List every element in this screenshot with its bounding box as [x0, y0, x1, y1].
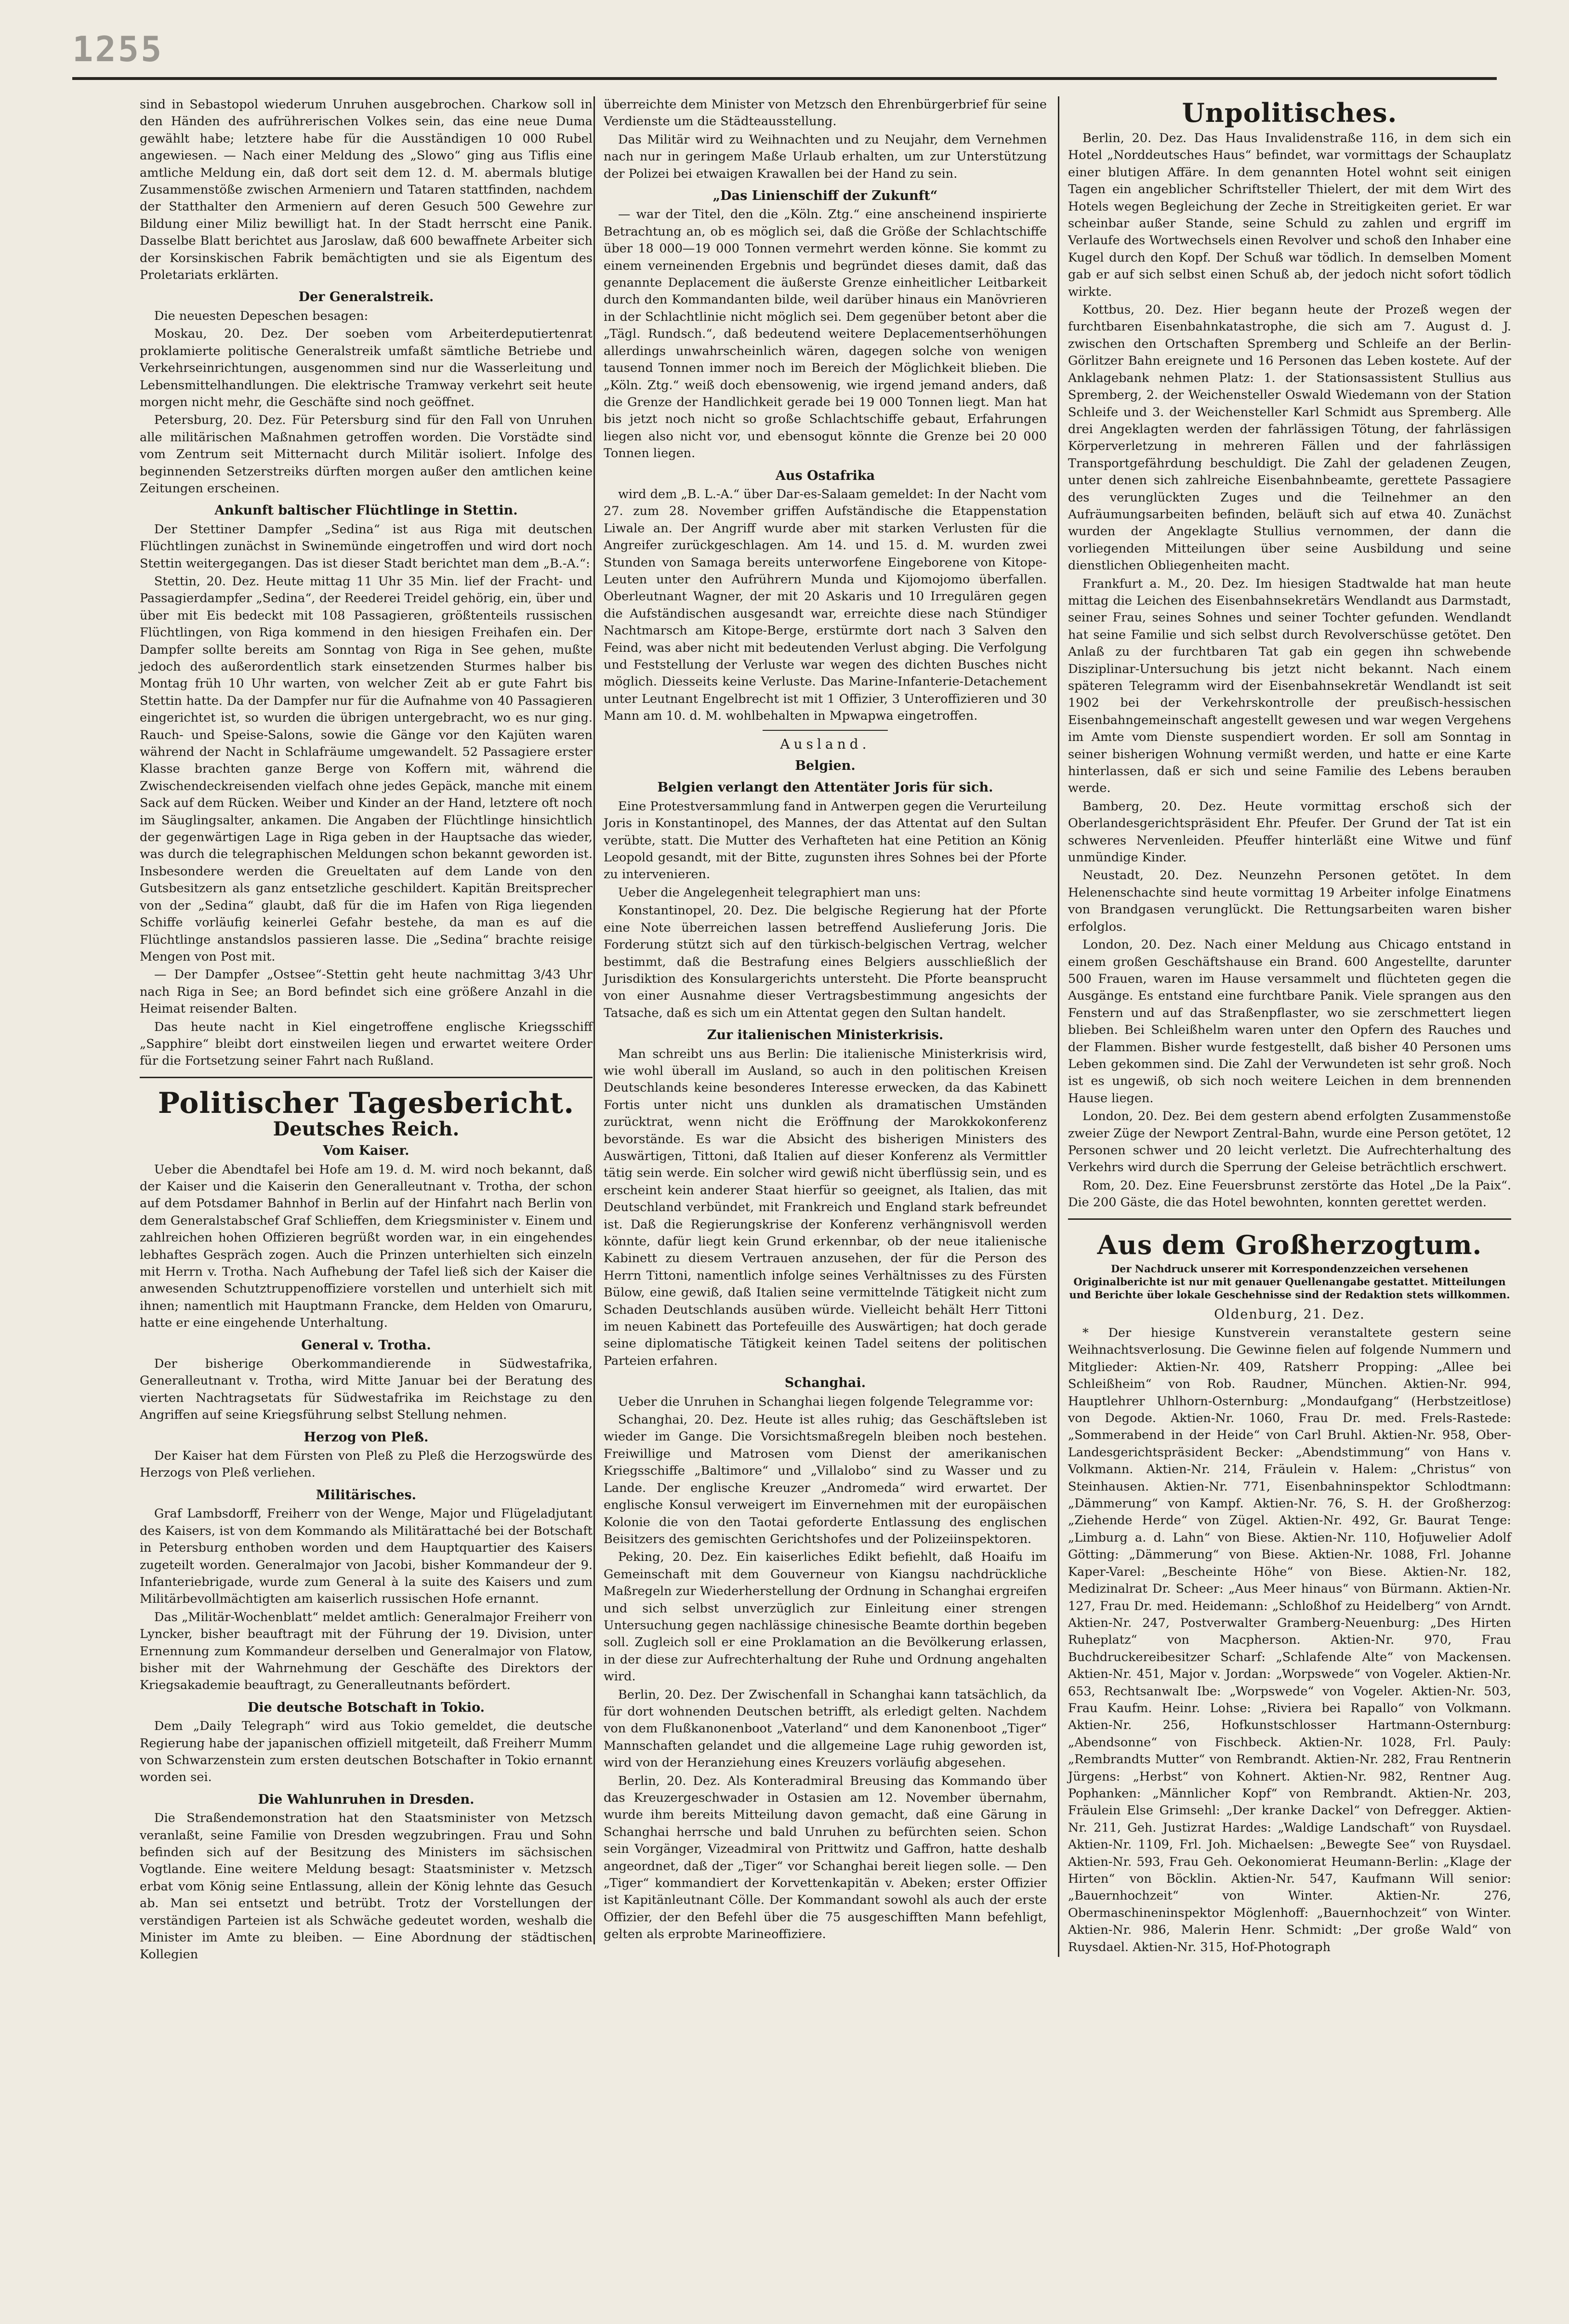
- paragraph: Dem „Daily Telegraph“ wird aus Tokio gemeldet, die deutsche Regierung habe der japanischen offiziell mitgeteilt, daß Freiherr Mumm von Schwarzenstein zum ersten deutschen Botschafter in Tokio ernannt worden sei.: [140, 1719, 593, 1785]
- divider: [1068, 1218, 1511, 1220]
- section-heading: Ankunft baltischer Flüchtlinge in Stettin.: [214, 503, 518, 518]
- paragraph: — Der Dampfer „Ostsee“-Stettin geht heute nachmittag 3/43 Uhr nach Riga in See; an Bord befindet sich eine größere Anzahl in die Heimat reisender Balten.: [140, 967, 593, 1017]
- section-title: Unpolitisches.: [1182, 97, 1398, 128]
- paragraph: Ueber die Unruhen in Schanghai liegen folgende Telegramme vor:: [618, 1394, 1034, 1409]
- column-2: [593, 96, 1047, 1944]
- section-heading: Die deutsche Botschaft in Tokio.: [248, 1700, 485, 1715]
- paragraph: Berlin, 20. Dez. Als Konteradmiral Breusing das Kommando über das Kreuzergeschwader in Ostasien am 12. November übernahm, wurde ihm bereits Mitteilung davon gemacht, daß eine Gärung in Schanghai herrsche und bald Unruhen zu befürchten seien. Schon sein Vorgänger, Vizeadmiral von Prittwitz und Gaffron, hatte deshalb angeordnet, daß der „Tiger“ vor Schanghai bereit liegen solle. — Den „Tiger“ kommandiert der Korvettenkapitän v. Abeken; erster Offizier ist Kapitänleutnant Cölle. Der Kommandant sowohl als auch der erste Offizier, der den Befehl über die 75 ausgeschifften Mann befehligt, gelten als erprobte Marineoffiziere.: [604, 1773, 1047, 1942]
- paragraph: Petersburg, 20. Dez. Für Petersburg sind für den Fall von Unruhen alle militärischen Maßnahmen getroffen worden. Die Vorstädte sind vom Zentrum seit Mitternacht durch Militär isoliert. Infolge des beginnenden Setzerstreiks dürften morgen außer den amtlichen keine Zeitungen erscheinen.: [140, 413, 593, 496]
- paragraph: Neustadt, 20. Dez. Neunzehn Personen getötet. In dem Helenenschachte sind heute vormittag 19 Arbeiter infolge Einatmens von Brandgasen verunglückt. Die Rettungsarbeiten waren bisher erfolglos.: [1068, 868, 1511, 934]
- section-heading: Vom Kaiser.: [323, 1143, 409, 1159]
- reprint-note: Der Nachdruck unserer mit Korrespondenzzeichen versehenen Originalberichte ist nur mit genauer Quellenangabe gestattet. Mitteilungen und Berichte über lokale Geschehnisse sind der Redaktion stets willkommen.: [1069, 1262, 1510, 1301]
- section-subtitle: Deutsches Reich.: [273, 1117, 460, 1140]
- section-heading: Der Generalstreik.: [298, 290, 434, 305]
- divider: [763, 730, 888, 731]
- paragraph: Peking, 20. Dez. Ein kaiserliches Edikt befiehlt, daß Hoaifu im Gemeinschaft mit dem Gouverneur von Kiangsu nachdrückliche Maßregeln zur Wiederherstellung der Ordnung in Schanghai ergreifen und sich selbst unverzüglich zur Einleitung einer strengen Untersuchung gegen nachlässige chinesische Beamte dorthin begeben soll. Zugleich soll er eine Proklamation an die Bevölkerung erlassen, in der diese zur Aufrechterhaltung der Ruhe und Ordnung angehalten wird.: [604, 1550, 1047, 1684]
- column-1: [140, 96, 593, 1965]
- paragraph: Die neuesten Depeschen besagen:: [154, 308, 369, 323]
- paragraph: Konstantinopel, 20. Dez. Die belgische Regierung hat der Pforte eine Note überreichen lassen betreffend Auslieferung Joris. Die Forderung stützt sich auf den türkisch-belgischen Vertrag, welcher bestimmt, daß die Bestrafung eines Belgiers ausschließlich der Jurisdiktion des Konsulargerichts untersteht. Die Pforte beansprucht von einer Ausnahme dieser Vertragsbestimmung angesichts der Tatsache, daß es sich um ein Attentat gegen den Sultan handelt.: [604, 903, 1047, 1020]
- paragraph: Die Straßendemonstration hat den Staatsminister von Metzsch veranlaßt, seine Familie von Dresden wegzubringen. Frau und Sohn befinden sich auf der Besitzung des Ministers im sächsischen Vogtlande. Eine weitere Meldung besagt: Staatsminister v. Metzsch erbat vom König seine Entlassung, allein der König lehnte das Gesuch ab. Man sei entsetzt und betrübt. Trotz der Vorstellungen der verständigen Parteien ist als Schwäche gedeutet worden, weshalb die Minister im Amte zu bleiben. — Eine Abordnung der städtischen Kollegien: [140, 1811, 593, 1962]
- paragraph: Berlin, 20. Dez. Das Haus Invalidenstraße 116, in dem sich ein Hotel „Norddeutsches Haus“ befindet, war vormittags der Schauplatz einer blutigen Affäre. In dem genannten Hotel wohnt seit einigen Tagen ein angeblicher Schriftsteller Thielert, der mit dem Wirt des Hotels wegen Begleichung der Zeche in Streitigkeiten geriet. Er war scheinbar außer Stande, seine Schuld zu zahlen und ergriff im Verlaufe des Wortwechsels einen Revolver und schoß den Inhaber eine Kugel durch den Kopf. Der Schuß war tödlich. In demselben Moment gab er auf sich selbst einen Schuß ab, der jedoch nicht sofort tödlich wirkte.: [1068, 131, 1511, 299]
- paragraph: überreichte dem Minister von Metzsch den Ehrenbürgerbrief für seine Verdienste um die Städteausstellung.: [604, 97, 1047, 129]
- section-heading: „Das Linienschiff der Zukunft“: [712, 188, 938, 204]
- section-title: Ausland.: [780, 736, 870, 752]
- paragraph: Ueber die Angelegenheit telegraphiert man uns:: [618, 885, 921, 900]
- paragraph: Eine Protestversammlung fand in Antwerpen gegen die Verurteilung Joris in Konstantinopel, des Mannes, der das Attentat auf den Sultan verübte, statt. Die Mutter des Verhafteten hat eine Petition an König Leopold gesandt, mit der Bitte, zugunsten ihres Sohnes bei der Pforte zu intervenieren.: [604, 799, 1047, 882]
- paragraph: Schanghai, 20. Dez. Heute ist alles ruhig; das Geschäftsleben ist wieder im Gange. Die Vorsichtsmaßregeln bleiben noch bestehen. Freiwillige und Matrosen vom Dienst der amerikanischen Kriegsschiffe „Baltimore“ und „Villalobo“ sind zu Wasser und zu Lande. Der englische Kreuzer „Andromeda“ wird erwartet. Der englische Konsul verweigert im Einvernehmen mit der europäischen Kolonie die von den Taotai geforderte Entlassung des englischen Beisitzers des gemischten Gerichtshofes und der Polizeiinspektoren.: [604, 1413, 1047, 1546]
- paragraph: Bamberg, 20. Dez. Heute vormittag erschoß sich der Oberlandesgerichtspräsident Ehr. Pfeufer. Der Grund der Tat ist ein schweres Nervenleiden. Pfeuffer hinterläßt eine Witwe und fünf unmündige Kinder.: [1068, 799, 1511, 865]
- paragraph: London, 20. Dez. Bei dem gestern abend erfolgten Zusammenstoße zweier Züge der Newport Zentral-Bahn, wurde eine Person getötet, 12 Personen schwer und 20 leicht verletzt. Die Aufrechterhaltung des Verkehrs wird durch die Sperrung der Geleise beträchtlich erschwert.: [1068, 1109, 1511, 1175]
- paragraph: Der Stettiner Dampfer „Sedina“ ist aus Riga mit deutschen Flüchtlingen zunächst in Swinemünde eingetroffen und wird dort noch Stettin weitergegangen. Das ist dieser Stadt berichtet man dem „B.-A.“:: [140, 522, 593, 571]
- paragraph: Frankfurt a. M., 20. Dez. Im hiesigen Stadtwalde hat man heute mittag die Leichen des Eisenbahnsekretärs Wendlandt aus Darmstadt, seiner Frau, seines Sohnes und seiner Tochter gefunden. Wendlandt hat seine Familie und sich selbst durch Revolverschüsse getötet. Den Anlaß zu der furchtbaren Tat gab ein gegen ihn schwebende Disziplinar-Untersuchung bis jetzt nicht bekannt. Nach einem späteren Telegramm wird der Eisenbahnsekretär Wendlandt ist seit 1902 bei der Verkehrskontrolle der preußisch-hessischen Eisenbahngemeinschaft angestellt gewesen und war wegen Vergehens im Amte vom Dienste suspendiert worden. Er soll am Sonntag in seiner bisherigen Wohnung vermißt werden, und hatte er eine Karte hinterlassen, daß er sich und seine Familie des Lebens berauben werde.: [1068, 576, 1511, 796]
- paragraph: Der Kaiser hat dem Fürsten von Pleß zu Pleß die Herzogswürde des Herzogs von Pleß verliehen.: [140, 1449, 593, 1480]
- paragraph: wird dem „B. L.-A.“ über Dar-es-Salaam gemeldet: In der Nacht vom 27. zum 28. November griffen Aufständische die Etappenstation Liwale an. Der Angriff wurde aber mit starken Verlusten für die Angreifer zurückgeschlagen. Am 14. und 15. d. M. wurden zwei Stunden von Samaga bereits unterworfene Eingeborene von Kitope-Leuten unter den Aufrührern Munda und Kijomojomo überfallen. Oberleutnant Wagner, der mit 20 Askaris und 10 Irregulären gegen die Aufständischen ausgesandt war, erreichte diese nach Stündiger Nachtmarsch am Kitope-Berge, erstürmte dort nach 3 Salven den Feind, was aber nicht mit bedeutenden Verlust abging. Die Verfolgung und Feststellung der Verluste war wegen des dichten Busches nicht möglich. Diesseits keine Verluste. Das Marine-Infanterie-Detachement unter Leutnant Engelbrecht ist mit 1 Offizier, 3 Unteroffizieren und 30 Mann am 10. d. M. wohlbehalten in Mpwapwa eingetroffen.: [604, 487, 1047, 724]
- divider: [140, 1077, 593, 1078]
- section-heading: Herzog von Pleß.: [303, 1429, 429, 1445]
- section-heading: Die Wahlunruhen in Dresden.: [258, 1792, 475, 1807]
- section-title: Politischer Tagesbericht.: [158, 1086, 575, 1120]
- paragraph: sind in Sebastopol wiederum Unruhen ausgebrochen. Charkow soll in den Händen des aufrührerischen Volkes sein, das eine neue Duma gewählt habe; letztere habe für die Ausständigen 10 000 Rubel angewiesen. — Nach einer Meldung des „Slowo“ ging aus Tiflis eine amtliche Meldung ein, daß dort seit dem 12. d. M. abermals blutige Zusammenstöße zwischen Armeniern und Tataren stattfinden, nachdem der Statthalter den Armeniern auf deren Gesuch 500 Gewehre zur Bildung einer Miliz bewilligt hat. In der Stadt herrscht eine Panik. Dasselbe Blatt berichtet aus Jaroslaw, daß 600 bewaffnete Arbeiter sich der Korsinskischen Fabrik bemächtigten und sie als Eigentum des Proletariats erklärten.: [140, 97, 593, 283]
- top-rule: [72, 77, 1497, 80]
- paragraph: Berlin, 20. Dez. Der Zwischenfall in Schanghai kann tatsächlich, da für dort wohnenden Deutschen betrifft, als erledigt gelten. Nachdem von dem Flußkanonenboot „Vaterland“ und dem Kanonenboot „Tiger“ Mannschaften gelandet und die allgemeine Lage ruhig geworden ist, wird von der Heranziehung eines Kreuzers vorläufig abgesehen.: [604, 1687, 1047, 1770]
- section-heading: General v. Trotha.: [301, 1337, 431, 1353]
- section-heading: Militärisches.: [316, 1487, 417, 1503]
- paragraph: Graf Lambsdorff, Freiherr von der Wenge, Major und Flügeladjutant des Kaisers, ist von dem Kommando als Militärattaché bei der Botschaft in Petersburg enthoben worden und dem Hauptquartier des Kaisers zugeteilt worden. Generalmajor von Jacobi, bisher Kommandeur der 9. Infanteriebrigade, wurde zum General à la suite des Kaisers und zum Militärbevollmächtigten am kaiserlich russischen Hofe ernannt.: [140, 1506, 593, 1607]
- section-heading: Belgien verlangt den Attentäter Joris für sich.: [657, 780, 993, 795]
- section-heading: Schanghai.: [784, 1375, 866, 1391]
- paragraph: Man schreibt uns aus Berlin: Die italienische Ministerkrisis wird, wie wohl überall im Ausland, so auch in den politischen Kreisen Deutschlands keine besonderes Interesse erwecken, da das Kabinett Fortis unter nicht uns dunklen als dramatischen Umständen zurücktrat, wenn nicht die Eröffnung der Marokkokonferenz bevorstände. Es war die Absicht des bisherigen Ministers des Auswärtigen, Tittoni, daß Italien auf dieser Konferenz als Vermittler tätig sein werde. Ein solcher wird gewiß nicht überflüssig sein, und es erscheint kein anderer Staat hierfür so geeignet, als Italien, das mit Deutschland verbündet, mit Frankreich und England stark befreundet ist. Daß die Regierungskrise der Konferenz verhängnisvoll werden könnte, dafür liegt kein Grund erkennbar, ob der neue italienische Kabinett zu diesem Vertrauen anzusehen, der für die Person des Herrn Tittoni, namentlich infolge seines Verhältnisses zu des Fürsten Bülow, eine gewiß, daß Italien seine vermittelnde Tätigkeit nicht zum Schaden Deutschlands ausüben würde. Vielleicht behält Herr Tittoni im neuen Kabinett das Portefeuille des Auswärtigen; hat doch gerade seine diplomatische Tätigkeit keinen Tadel seitens der politischen Parteien erfahren.: [604, 1046, 1047, 1368]
- paragraph: — war der Titel, den die „Köln. Ztg.“ eine anscheinend inspirierte Betrachtung an, ob es möglich sei, daß die Größe der Schlachtschiffe über 18 000—19 000 Tonnen vermehrt werden könne. Sie kommt zu einem verneinenden Ergebnis und begründet dieses damit, daß das genannte Deplacement die äußerste Grenze einheitlicher Leitbarkeit durch den Kommandanten bilde, weil darüber hinaus ein Manövrieren in der Schlachtlinie nicht möglich sei. Dem gegenüber betont aber die „Tägl. Rundsch.“, daß bedeutend weitere Deplacementserhöhungen allerdings unwahrscheinlich wären, dagegen solche von wenigen tausend Tonnen immer noch im Bereich der Möglichkeit blieben. Die „Köln. Ztg.“ weiß doch ebensowenig, wie irgend jemand anders, daß die Grenze der Handlichkeit gerade bei 19 000 Tonnen liegt. Man hat bis jetzt noch nicht so große Schlachtschiffe gebaut, Erfahrungen liegen also nicht vor, und ebensogut könnte die Grenze bei 20 000 Tonnen liegen.: [604, 207, 1047, 461]
- column-3: [1058, 96, 1511, 1957]
- section-title: Aus dem Großherzogtum.: [1097, 1229, 1482, 1260]
- section-heading: Zur italienischen Ministerkrisis.: [707, 1028, 944, 1043]
- paragraph: Moskau, 20. Dez. Der soeben vom Arbeiterdeputiertenrat proklamierte politische Generalstreik umfaßt sämtliche Betriebe und Verkehrseinrichtungen, ausgenommen sind nur die Wasserleitung und Lebensmittelhandlungen. Die elektrische Tramway verkehrt seit heute morgen nicht mehr, die Geschäfte sind noch geöffnet.: [140, 327, 593, 409]
- paragraph: London, 20. Dez. Nach einer Meldung aus Chicago entstand in einem großen Geschäftshause ein Brand. 600 Angestellte, darunter 500 Frauen, waren im Hause versammelt und flüchteten gegen die Ausgänge. Es entstand eine furchtbare Panik. Viele sprangen aus den Fenstern und auf das Straßenpflaster, wo sie zerschmettert liegen blieben. Bei Schleißhelm waren unter den Opfern des Rauches und der Flammen. Bisher wurde festgestellt, daß bisher 40 Personen ums Leben gekommen sind. Die Zahl der Verwundeten ist sehr groß. Noch ist es ungewiß, ob sich noch weitere Leichen in dem brennenden Hause liegen.: [1068, 938, 1511, 1106]
- paragraph: Stettin, 20. Dez. Heute mittag 11 Uhr 35 Min. lief der Fracht- und Passagierdampfer „Sedina“, der Reederei Treidel gehörig, ein, über und über mit Eis bedeckt mit 108 Passagieren, größtenteils russischen Flüchtlingen, von Riga kommend in den hiesigen Freihafen ein. Der Dampfer sollte bereits am Sonntag von Riga in See gehen, mußte jedoch des außerordentlich stark einsetzenden Sturmes halber bis Montag früh 10 Uhr warten, von welcher Zeit ab er gute Fahrt bis Stettin hatte. Da der Dampfer nur für die Aufnahme von 40 Passagieren eingerichtet ist, so wurden die übrigen untergebracht, wo es nur ging. Rauch- und Speise-Salons, sowie die Gänge vor den Kajüten waren während der Nacht in Schlafräume umgewandelt. 52 Passagiere erster Klasse brachten ganze Berge von Koffern mit, während die Zwischendeckreisenden vielfach ohne jedes Gepäck, manche mit einem Sack auf dem Rücken. Weiber und Kinder an der Hand, letztere oft noch im Säuglingsalter, ankamen. Die Angaben der Flüchtlinge hinsichtlich der gegenwärtigen Lage in Riga geben in der Hauptsache das wieder, was durch die telegraphischen Meldungen schon bekannt geworden ist. Insbesondere werden die Greueltaten auf dem Lande von den Gutsbesitzern als ganz entsetzliche geschildert. Kapitän Breitsprecher von der „Sedina“ glaubt, daß für die im Hafen von Riga liegenden Schiffe vorläufig keinerlei Gefahr bestehe, da man es auf die Flüchtlinge anstandslos passieren lasse. Die „Sedina“ brachte reisige Mengen von Post mit.: [140, 574, 593, 964]
- paragraph: Ueber die Abendtafel bei Hofe am 19. d. M. wird noch bekannt, daß der Kaiser und die Kaiserin den Generalleutnant v. Trotha, der schon auf dem Potsdamer Bahnhof in Berlin auf der Hinfahrt nach Berlin von dem Generalstabschef Graf Schlieffen, dem Kriegsminister v. Einem und zahlreichen hohen Offizieren begrüßt worden war, in ein eingehendes lebhaftes Gespräch zogen. Auch die Prinzen unterhielten sich einzeln mit Herrn v. Trotha. Nach Aufhebung der Tafel ließ sich der Kaiser die anwesenden Schutztruppenoffiziere vorstellen und unterhielt sich mit ihnen; namentlich mit Hauptmann Francke, dem Helden von Omaruru, hatte er eine eingehende Unterhaltung.: [140, 1162, 593, 1331]
- page-number: 1255: [72, 29, 164, 69]
- paragraph: Das heute nacht in Kiel eingetroffene englische Kriegsschiff „Sapphire“ bleibt dort einstweilen liegen und erwartet weitere Order für die Fortsetzung seiner Fahrt nach Rußland.: [140, 1019, 593, 1069]
- paragraph: Rom, 20. Dez. Eine Feuersbrunst zerstörte das Hotel „De la Paix“. Die 200 Gäste, die das Hotel bewohnten, konnten gerettet werden.: [1068, 1178, 1511, 1210]
- section-subtitle: Belgien.: [795, 758, 856, 774]
- dateline: Oldenburg, 21. Dez.: [1214, 1307, 1365, 1322]
- paragraph: Kottbus, 20. Dez. Hier begann heute der Prozeß wegen der furchtbaren Eisenbahnkatastrophe, die sich am 7. August d. J. zwischen den Ortschaften Spremberg und Schleife an der Berlin-Görlitzer Bahn ereignete und 16 Personen das Leben kostete. Auf der Anklagebank nehmen Platz: 1. der Stationsassistent Stullius aus Spremberg, 2. der Weichensteller Oswald Wiedemann von der Station Schleife und 3. der Weichensteller Karl Schmidt aus Spremberg. Alle drei Angeklagten werden der fahrlässigen Tötung, der fahrlässigen Körperverletzung in mehreren Fällen und der fahrlässigen Transportgefährdung beschuldigt. Die Zahl der geladenen Zeugen, unter denen sich zahlreiche Eisenbahnbeamte, gerettete Passagiere des verunglückten Zuges und die Teilnehmer an den Aufräumungsarbeiten befinden, beläuft sich auf etwa 40. Zunächst wurden der Angeklagte Stullius vernommen, der dann die vorliegenden Mitteilungen über seine Ausbildung und seine dienstlichen Obliegenheiten macht.: [1068, 303, 1511, 573]
- paragraph: Der bisherige Oberkommandierende in Südwestafrika, Generalleutnant v. Trotha, wird Mitte Januar bei der Beratung des vierten Nachtragsetats für Südwestafrika im Reichstage zu den Angriffen auf seine Kriegsführung selbst Stellung nehmen.: [140, 1357, 593, 1423]
- paragraph: * Der hiesige Kunstverein veranstaltete gestern seine Weihnachtsverlosung. Die Gewinne fielen auf folgende Nummern und Mitglieder: Aktien-Nr. 409, Ratsherr Propping: „Allee bei Schleißheim“ von Rob. Raudner, München. Aktien-Nr. 994, Hauptlehrer Uhlhorn-Osternburg: „Mondaufgang“ (Herbstzeitlose) von Degode. Aktien-Nr. 1060, Frau Dr. med. Frels-Rastede: „Sommerabend in der Heide“ von Carl Bruhl. Aktien-Nr. 958, Ober-Landesgerichtspräsident Becker: „Abendstimmung“ von Hans v. Volkmann. Aktien-Nr. 214, Fräulein v. Halem: „Christus“ von Steinhausen. Aktien-Nr. 771, Eisenbahninspektor Schlodtmann: „Dämmerung“ von Kampf. Aktien-Nr. 76, S. H. der Großherzog: „Ziehende Herde“ von Zügel. Aktien-Nr. 492, Gr. Baurat Tenge: „Limburg a. d. Lahn“ von Biese. Aktien-Nr. 110, Hofjuwelier Adolf Götting: „Dämmerung“ von Biese. Aktien-Nr. 1088, Frl. Johanne Kaper-Varel: „Bescheinte Höhe“ von Biese. Aktien-Nr. 182, Medizinalrat Dr. Scheer: „Aus Meer hinaus“ von Bürmann. Aktien-Nr. 127, Frau Dr. med. Heidemann: „Schloßhof zu Heidelberg“ von Arndt. Aktien-Nr. 247, Postverwalter Gramberg-Neuenburg: „Des Hirten Ruheplatz“ von Macpherson. Aktien-Nr. 970, Frau Buchdruckereibesitzer Scharf: „Schlafende Alte“ von Mackensen. Aktien-Nr. 451, Major v. Jordan: „Worpswede“ von Vogeler. Aktien-Nr. 653, Rechtsanwalt Ibe: „Worpswede“ von Vogeler. Aktien-Nr. 503, Frau Kaufm. Heinr. Lohse: „Riviera bei Rapallo“ von Volkmann. Aktien-Nr. 256, Hofkunstschlosser Hartmann-Osternburg: „Abendsonne“ von Fischbeck. Aktien-Nr. 1028, Frl. Pauly: „Rembrandts Mutter“ von Rembrandt. Aktien-Nr. 282, Frau Rentnerin Jürgens: „Herbst“ von Kohnert. Aktien-Nr. 982, Rentner Aug. Pophanken: „Männlicher Kopf“ von Rembrandt. Aktien-Nr. 203, Fräulein Else Grimsehl: „Der kranke Dackel“ von Defregger. Aktien-Nr. 211, Geh. Justizrat Hardes: „Waldige Landschaft“ von Ruysdael. Aktien-Nr. 1109, Frl. Joh. Michaelsen: „Bewegte See“ von Ruysdael. Aktien-Nr. 593, Frau Geh. Oekonomierat Heumann-Berlin: „Klage der Hirten“ von Böcklin. Aktien-Nr. 547, Kaufmann Will senior: „Bauernhochzeit“ von Winter. Aktien-Nr. 276, Obermaschineninspektor Möglenhoff: „Bauernhochzeit“ von Winter. Aktien-Nr. 986, Malerin Henr. Schmidt: „Der große Wald“ von Ruysdael. Aktien-Nr. 315, Hof-Photograph: [1068, 1326, 1511, 1954]
- paragraph: Das Militär wird zu Weihnachten und zu Neujahr, dem Vernehmen nach nur in geringem Maße Urlaub erhalten, um zur Unterstützung der Polizei bei etwaigen Krawallen bei der Hand zu sein.: [604, 132, 1047, 181]
- section-heading: Aus Ostafrika: [775, 468, 875, 483]
- paragraph: Das „Militär-Wochenblatt“ meldet amtlich: Generalmajor Freiherr von Lyncker, bisher beauftragt mit der Führung der 19. Division, unter Ernennung zum Kommandeur derselben und Generalmajor von Flatow, bisher mit der Wahrnehmung der Geschäfte des Direktors der Kriegsakademie beauftragt, zu Generalleutnants befördert.: [140, 1610, 593, 1693]
